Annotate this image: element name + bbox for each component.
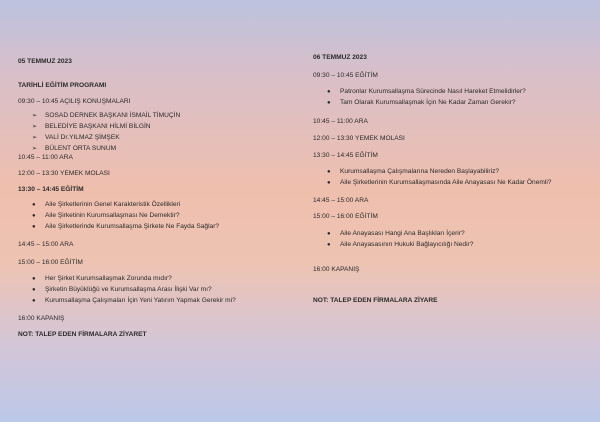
bullet-icon: ●: [327, 100, 331, 106]
arrow-bullet-icon: ➢: [32, 135, 38, 141]
left-session1-title: 13:30 – 14:45 EĞİTİM: [18, 186, 84, 193]
left-session2-title: 15:00 – 16:00 EĞİTİM: [18, 259, 83, 266]
bullet-icon: ●: [327, 231, 331, 237]
list-item: ● Her Şirket Kurumsallaşmak Zorunda mıdır?: [32, 275, 172, 282]
right-date: 06 TEMMUZ 2023: [313, 54, 367, 61]
arrow-bullet-icon: ➢: [32, 113, 38, 119]
left-break2: 14:45 – 15:00 ARA: [18, 241, 74, 248]
left-break1: 10:45 – 11:00 ARA: [18, 154, 73, 161]
arrow-bullet-icon: ➢: [32, 146, 38, 152]
left-note: NOT: TALEP EDEN FİRMALARA ZİYARET: [18, 331, 147, 338]
list-item: ● Patronlar Kurumsallaşma Sürecinde Nasıl Hareket Etmelidirler?: [327, 88, 526, 95]
right-break1: 10:45 – 11:00 ARA: [313, 118, 368, 125]
bullet-icon: ●: [327, 242, 331, 248]
speaker-item: ➢ SOSAD DERNEK BAŞKANI İSMAİL TİMUÇİN: [32, 112, 181, 119]
bullet-icon: ●: [32, 213, 36, 219]
left-date: 05 TEMMUZ 2023: [18, 58, 72, 65]
left-closing: 16:00 KAPANIŞ: [18, 315, 65, 322]
list-item: ● Şirketin Büyüklüğü ve Kurumsallaşma Arası İlişki Var mı?: [32, 286, 212, 293]
left-program-title: TARİHLİ EĞİTİM PROGRAMI: [18, 82, 107, 89]
right-break2: 14:45 – 15:00 ARA: [313, 197, 369, 204]
right-lunch: 12:00 – 13:30 YEMEK MOLASI: [313, 135, 405, 142]
list-item: ● Aile Anayasasının Hukuki Bağlayıcılığı Nedir?: [327, 241, 474, 248]
speaker-item: ➢ VALİ Dr.YILMAZ ŞİMŞEK: [32, 134, 120, 141]
bullet-icon: ●: [32, 224, 36, 230]
bullet-icon: ●: [32, 202, 36, 208]
right-session3-title: 15:00 – 16:00 EĞİTİM: [313, 213, 378, 220]
list-item: ● Aile Şirketinin Kurumsallaşması Ne Demektir?: [32, 212, 180, 219]
arrow-bullet-icon: ➢: [32, 124, 38, 130]
list-item: ● Aile Şirketlerinin Genel Karakteristik Özellikleri: [32, 201, 181, 208]
list-item: ● Kurumsallaşma Çalışmalarına Nereden Başlayabiliriz?: [327, 168, 500, 175]
list-item: ● Aile Şirketlerinin Kurumsallaşmasında Aile Anayasası Ne Kadar Önemli?: [327, 179, 552, 186]
right-session2-title: 13:30 – 14:45 EĞİTİM: [313, 152, 378, 159]
right-session1-title: 09:30 – 10:45 EĞİTİM: [313, 72, 378, 79]
left-opening: 09:30 – 10:45 AÇILIŞ KONUŞMALARI: [18, 98, 131, 105]
right-closing: 16:00 KAPANIŞ: [313, 266, 360, 273]
list-item: ● Kurumsallaşma Çalışmaları İçin Yeni Yatırım Yapmak Gerekir mi?: [32, 297, 236, 304]
bullet-icon: ●: [32, 298, 36, 304]
bullet-icon: ●: [327, 180, 331, 186]
list-item: ● Aile Anayasası Hangi Ana Başlıkları İçerir?: [327, 230, 465, 237]
left-lunch: 12:00 – 13:30 YEMEK MOLASI: [18, 170, 110, 177]
bullet-icon: ●: [327, 89, 331, 95]
bullet-icon: ●: [327, 169, 331, 175]
speaker-item: ➢ BÜLENT ORTA SUNUM: [32, 145, 117, 152]
list-item: ● Tam Olarak Kurumsallaşmak İçin Ne Kadar Zaman Gerekir?: [327, 99, 516, 106]
list-item: ● Aile Şirketlerinde Kurumsallaşma Şirkete Ne Fayda Sağlar?: [32, 223, 220, 230]
right-note: NOT: TALEP EDEN FİRMALARA ZİYARE: [313, 297, 438, 304]
speaker-item: ➢ BELEDİYE BAŞKANI HİLMİ BİLGİN: [32, 123, 151, 130]
bullet-icon: ●: [32, 276, 36, 282]
bullet-icon: ●: [32, 287, 36, 293]
